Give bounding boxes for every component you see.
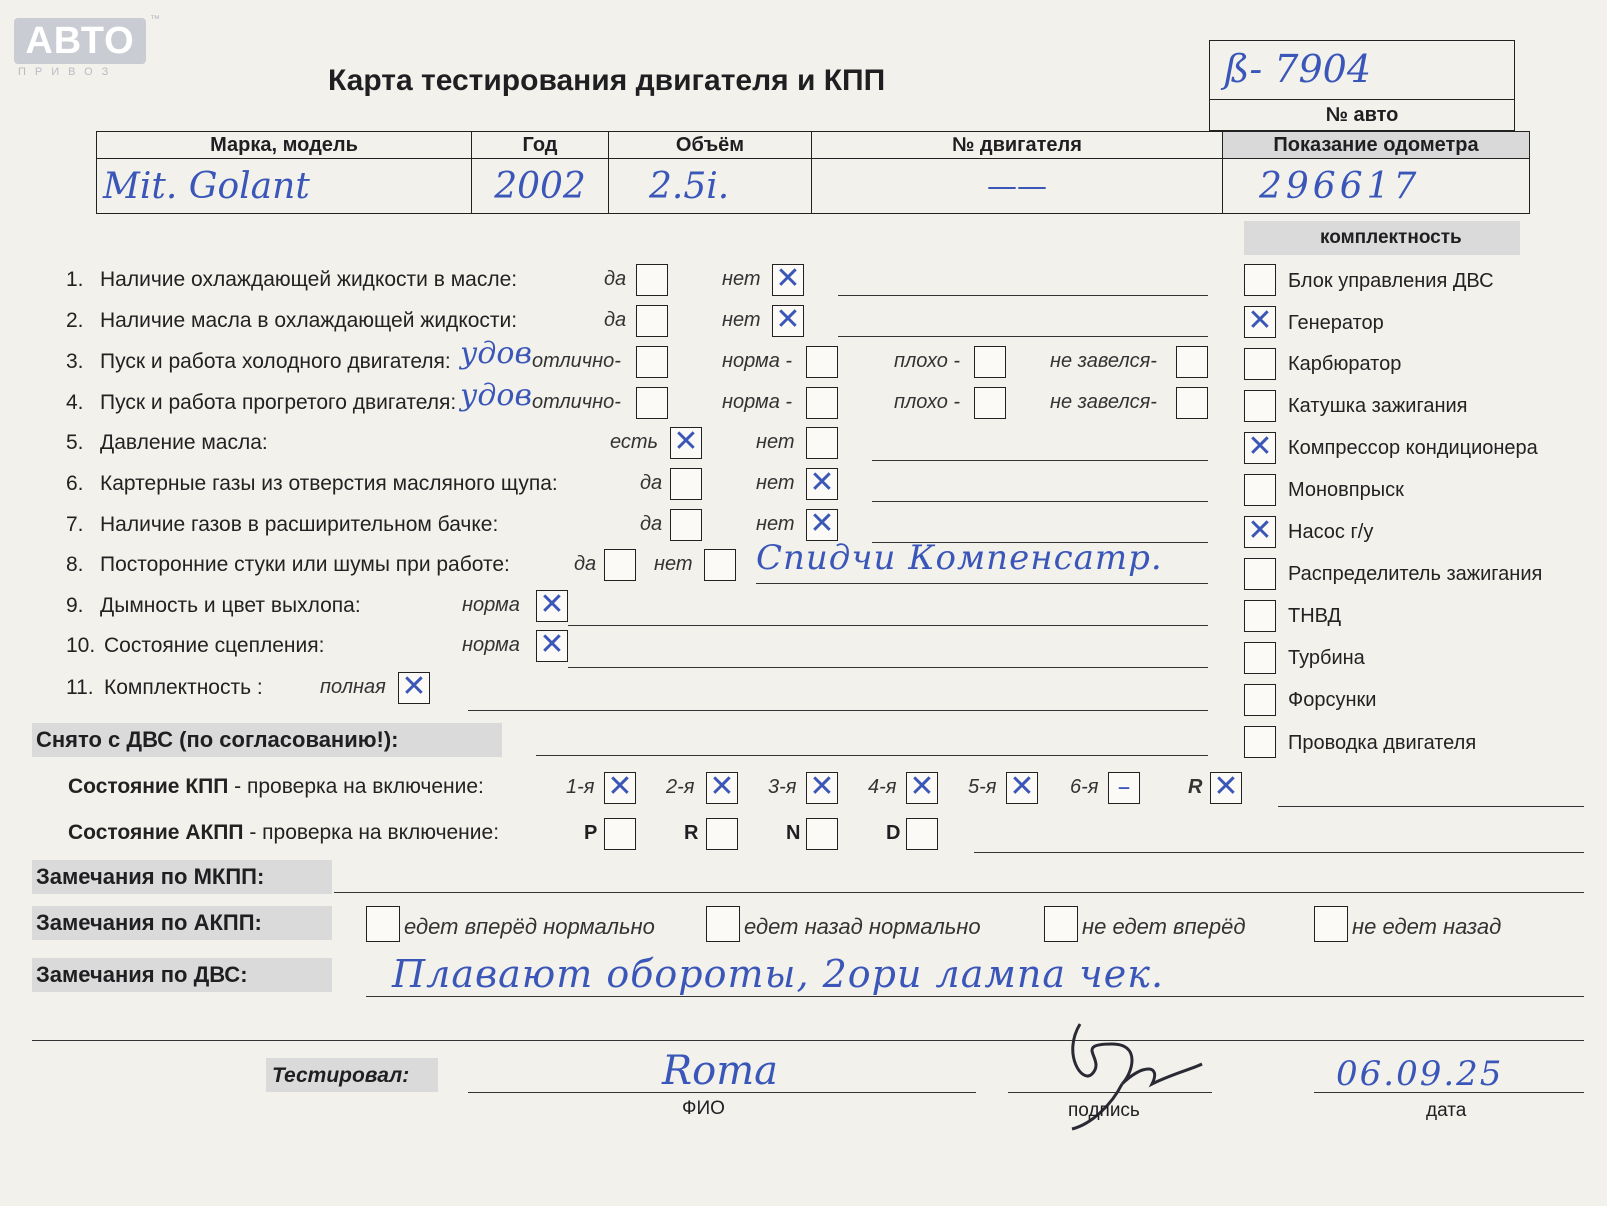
item-9-normal-checkbox[interactable]: ✕	[536, 590, 568, 622]
akpp-label	[68, 821, 499, 845]
item-6-no-checkbox[interactable]: ✕	[806, 468, 838, 500]
akpp-reverse-ok-label: едет назад нормально	[744, 914, 981, 939]
akpp-notes-line	[974, 852, 1584, 853]
value-brand-model: Mit. Golant	[97, 159, 472, 214]
item-9-text: Дымность и цвет выхлопа:	[100, 594, 361, 617]
akpp-no-forward-label: не едет вперёд	[1082, 914, 1246, 939]
item-3-num: 3.	[66, 350, 84, 373]
kit-checkbox-2[interactable]: ✕	[1244, 306, 1276, 338]
item-6-num: 6.	[66, 472, 84, 495]
value-volume: 2.5i.	[609, 159, 812, 214]
signature-caption: подпись	[1068, 1100, 1140, 1121]
col-year: Год	[472, 132, 609, 159]
item-10-opt-normal: норма	[462, 634, 520, 656]
item-3-opt-bad: плохо -	[894, 350, 961, 372]
item-1-no-checkbox[interactable]: ✕	[772, 264, 804, 296]
item-2-notes-line	[838, 336, 1208, 337]
kit-item-11: Форсунки	[1288, 689, 1377, 711]
logo-trademark: ™	[150, 14, 160, 25]
item-2-no-checkbox[interactable]: ✕	[772, 305, 804, 337]
item-2-num: 2.	[66, 309, 84, 332]
item-5-opt-yes: есть	[610, 431, 659, 453]
avto-number-box	[1209, 40, 1515, 131]
kit-checkbox-8[interactable]	[1244, 558, 1276, 590]
item-3-no-start-checkbox[interactable]	[1176, 346, 1208, 378]
item-8-num: 8.	[66, 553, 84, 576]
item-5-notes-line	[872, 460, 1208, 461]
date-caption: дата	[1426, 1100, 1467, 1121]
remarks-dvs-label: Замечания по ДВС:	[36, 962, 248, 987]
kit-item-6: Моновпрыск	[1288, 479, 1404, 501]
item-8-notes-line	[756, 583, 1208, 584]
item-6-yes-checkbox[interactable]	[670, 468, 702, 500]
vehicle-header-table	[96, 131, 1530, 214]
kpp-gear-4-label: 4-я	[868, 776, 897, 798]
kit-item-4: Катушка зажигания	[1288, 395, 1468, 417]
kpp-gear-5-label: 5-я	[968, 776, 997, 798]
item-11-opt-full: полная	[320, 676, 386, 698]
avto-privoz-logo: АВТО	[14, 18, 146, 64]
item-7-num: 7.	[66, 513, 84, 536]
item-11-full-checkbox[interactable]: ✕	[398, 672, 430, 704]
tester-name-handwritten: Roma	[662, 1048, 778, 1094]
item-11-num: 11.	[66, 676, 94, 699]
kit-item-1: Блок управления ДВС	[1288, 270, 1494, 292]
item-2-opt-no: нет	[722, 309, 761, 331]
kit-item-12: Проводка двигателя	[1288, 732, 1477, 754]
value-odometer: 296617	[1223, 159, 1530, 214]
akpp-d-label: D	[886, 822, 901, 844]
col-volume: Объём	[609, 132, 812, 159]
kpp-gear-r-label: R	[1188, 776, 1203, 798]
kpp-gear-5-checkbox[interactable]: ✕	[1006, 772, 1038, 804]
item-11-notes-line	[468, 710, 1208, 711]
item-8-handwritten: Спидчи Компенсатр.	[756, 538, 1163, 578]
kit-checkbox-4[interactable]	[1244, 390, 1276, 422]
item-5-no-checkbox[interactable]	[806, 427, 838, 459]
kit-item-5: Компрессор кондиционера	[1288, 437, 1538, 459]
item-10-num: 10.	[66, 634, 96, 657]
remarks-mkpp-label: Замечания по МКПП:	[36, 864, 265, 889]
kpp-gear-4-checkbox[interactable]: ✕	[906, 772, 938, 804]
kit-checkbox-5[interactable]: ✕	[1244, 432, 1276, 464]
value-year: 2002	[472, 159, 609, 214]
akpp-reverse-ok-checkbox[interactable]	[706, 906, 740, 942]
item-1-opt-no: нет	[722, 268, 761, 290]
kpp-gear-3-label: 3-я	[768, 776, 797, 798]
akpp-p-label: P	[584, 822, 598, 844]
col-engine-number: № двигателя	[812, 132, 1223, 159]
akpp-n-label: N	[786, 822, 801, 844]
date-handwritten: 06.09.25	[1336, 1054, 1504, 1094]
kpp-label	[68, 775, 484, 799]
item-6-opt-no: нет	[756, 472, 795, 494]
akpp-no-reverse-checkbox[interactable]	[1314, 906, 1348, 942]
kit-checkbox-11[interactable]	[1244, 684, 1276, 716]
item-6-notes-line	[872, 501, 1208, 502]
item-3-normal-checkbox[interactable]	[806, 346, 838, 378]
kpp-gear-6-checkbox[interactable]: –	[1108, 772, 1140, 804]
kpp-gear-3-checkbox[interactable]: ✕	[806, 772, 838, 804]
kit-item-9: ТНВД	[1288, 605, 1342, 627]
remarks-akpp-label: Замечания по АКПП:	[36, 910, 262, 935]
akpp-no-forward-checkbox[interactable]	[1044, 906, 1078, 942]
item-7-text: Наличие газов в расширительном бачке:	[100, 513, 499, 536]
kit-item-7: Насос г/у	[1288, 521, 1374, 543]
item-11-text: Комплектность :	[104, 676, 263, 699]
remarks-dvs-handwritten: Плавают обороты, 2ори лампа чек.	[392, 952, 1165, 996]
item-2-text: Наличие масла в охлаждающей жидкости:	[100, 309, 518, 332]
item-4-opt-bad: плохо -	[894, 391, 961, 413]
item-7-opt-yes: да	[640, 513, 663, 535]
item-10-text: Состояние сцепления:	[104, 634, 325, 657]
akpp-d-checkbox[interactable]	[906, 818, 938, 850]
item-10-notes-line	[568, 667, 1208, 668]
kit-checkbox-10[interactable]	[1244, 642, 1276, 674]
kit-checkbox-9[interactable]	[1244, 600, 1276, 632]
item-8-opt-yes: да	[574, 553, 597, 575]
fio-caption: ФИО	[682, 1098, 725, 1119]
akpp-r-checkbox[interactable]	[706, 818, 738, 850]
kit-checkbox-12[interactable]	[1244, 726, 1276, 758]
item-3-opt-normal: норма -	[722, 350, 793, 372]
item-7-no-checkbox[interactable]: ✕	[806, 509, 838, 541]
kpp-notes-line	[1278, 806, 1584, 807]
kit-checkbox-1[interactable]	[1244, 264, 1276, 296]
item-4-handwritten: удов	[460, 378, 532, 413]
col-brand-model: Марка, модель	[97, 132, 472, 159]
item-9-notes-line	[568, 625, 1208, 626]
item-8-text: Посторонние стуки или шумы при работе:	[100, 553, 510, 576]
item-8-opt-no: нет	[654, 553, 693, 575]
remarks-dvs-line-2	[32, 1040, 1584, 1041]
akpp-label-rest: - проверка на включение:	[243, 821, 500, 844]
item-4-opt-excellent: отлично-	[532, 391, 621, 413]
kit-checkbox-7[interactable]: ✕	[1244, 516, 1276, 548]
removed-label: Снято с ДВС (по согласованию!):	[36, 727, 399, 752]
item-5-text: Давление масла:	[100, 431, 268, 454]
item-5-opt-no: нет	[756, 431, 795, 453]
item-4-text: Пуск и работа прогретого двигателя:	[100, 391, 457, 414]
item-9-num: 9.	[66, 594, 84, 617]
kpp-gear-r-checkbox[interactable]: ✕	[1210, 772, 1242, 804]
item-1-notes-line	[838, 295, 1208, 296]
kpp-gear-6-label: 6-я	[1070, 776, 1099, 798]
item-10-normal-checkbox[interactable]: ✕	[536, 630, 568, 662]
signature-line	[1008, 1092, 1212, 1093]
item-1-yes-checkbox[interactable]	[636, 264, 668, 296]
kit-item-3: Карбюратор	[1288, 353, 1402, 375]
remarks-mkpp-line	[334, 892, 1584, 893]
item-7-yes-checkbox[interactable]	[670, 509, 702, 541]
item-4-bad-checkbox[interactable]	[974, 387, 1006, 419]
value-engine-number: ——	[812, 159, 1223, 214]
kpp-gear-2-label: 2-я	[666, 776, 695, 798]
item-7-opt-no: нет	[756, 513, 795, 535]
item-6-opt-yes: да	[640, 472, 663, 494]
akpp-no-reverse-label: не едет назад	[1352, 914, 1502, 939]
kit-item-10: Турбина	[1288, 647, 1365, 669]
item-3-text: Пуск и работа холодного двигателя:	[100, 350, 451, 373]
item-6-text: Картерные газы из отверстия масляного щупа:	[100, 472, 558, 495]
kit-item-8: Распределитель зажигания	[1288, 563, 1543, 585]
item-4-opt-normal: норма -	[722, 391, 793, 413]
kpp-label-rest: - проверка на включение:	[228, 775, 484, 798]
avto-number-value: ß- 7904	[1224, 47, 1372, 91]
page-title: Карта тестирования двигателя и КПП	[328, 64, 886, 97]
akpp-p-checkbox[interactable]	[604, 818, 636, 850]
item-2-opt-yes: да	[604, 309, 627, 331]
remarks-dvs-line	[366, 996, 1584, 997]
tested-label: Тестировал:	[272, 1064, 410, 1087]
akpp-n-checkbox[interactable]	[806, 818, 838, 850]
date-line	[1314, 1092, 1584, 1093]
akpp-forward-ok-label: едет вперёд нормально	[404, 914, 655, 939]
item-2-yes-checkbox[interactable]	[636, 305, 668, 337]
kpp-gear-2-checkbox[interactable]: ✕	[706, 772, 738, 804]
akpp-label-bold: Состояние АКПП	[68, 821, 244, 844]
avto-number-label: № авто	[1325, 104, 1399, 126]
kit-checkbox-6[interactable]	[1244, 474, 1276, 506]
item-4-excellent-checkbox[interactable]	[636, 387, 668, 419]
item-3-handwritten: удов	[460, 336, 532, 371]
item-4-num: 4.	[66, 391, 84, 414]
item-5-num: 5.	[66, 431, 84, 454]
item-3-excellent-checkbox[interactable]	[636, 346, 668, 378]
akpp-r-label: R	[684, 822, 699, 844]
col-odometer: Показание одометра	[1223, 132, 1530, 159]
kit-item-2: Генератор	[1288, 312, 1384, 334]
item-4-opt-no-start: не завелся-	[1050, 391, 1157, 413]
logo-subtitle: ПРИВОЗ	[18, 66, 118, 78]
item-1-num: 1.	[66, 268, 84, 291]
item-4-normal-checkbox[interactable]	[806, 387, 838, 419]
item-1-opt-yes: да	[604, 268, 627, 290]
kpp-label-bold: Состояние КПП	[68, 775, 229, 798]
item-3-opt-no-start: не завелся-	[1050, 350, 1157, 372]
kpp-gear-1-label: 1-я	[566, 776, 595, 798]
item-1-text: Наличие охлаждающей жидкости в масле:	[100, 268, 518, 291]
kpp-gear-1-checkbox[interactable]: ✕	[604, 772, 636, 804]
removed-line	[536, 755, 1208, 756]
akpp-forward-ok-checkbox[interactable]	[366, 906, 400, 942]
item-8-yes-checkbox[interactable]	[604, 549, 636, 581]
item-8-no-checkbox[interactable]	[704, 549, 736, 581]
item-5-yes-checkbox[interactable]: ✕	[670, 427, 702, 459]
kit-checkbox-3[interactable]	[1244, 348, 1276, 380]
item-3-opt-excellent: отлично-	[532, 350, 621, 372]
fio-line	[468, 1092, 976, 1093]
item-9-opt-normal: норма	[462, 594, 520, 616]
item-3-bad-checkbox[interactable]	[974, 346, 1006, 378]
item-4-no-start-checkbox[interactable]	[1176, 387, 1208, 419]
kit-title: комплектность	[1320, 227, 1462, 248]
